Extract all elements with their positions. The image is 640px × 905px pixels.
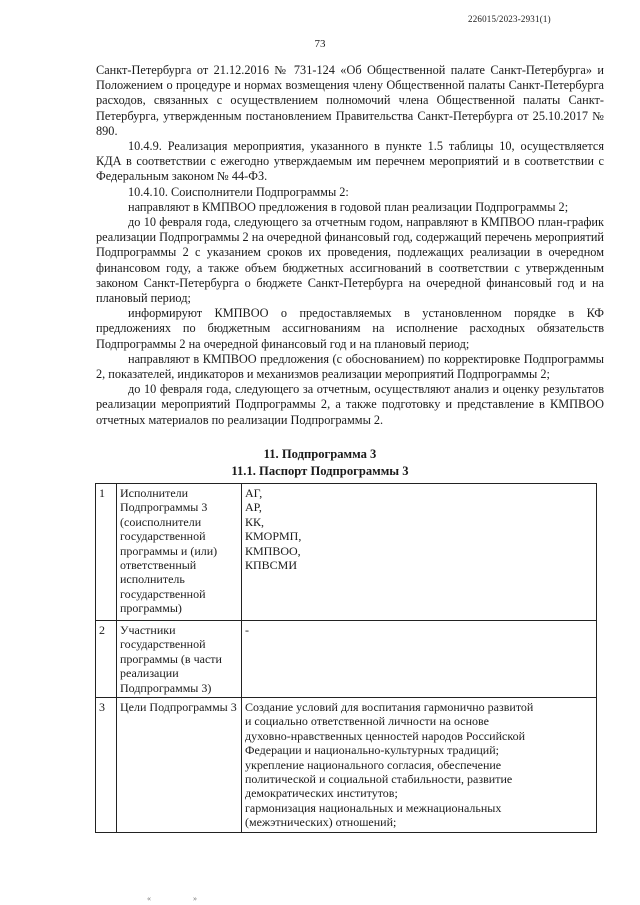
- value-line: (межэтнических) отношений;: [245, 815, 397, 830]
- row-number: 2: [96, 621, 117, 698]
- value-line: гармонизация национальных и межнациональных: [245, 800, 502, 815]
- section-title: 11. Подпрограмма 3: [263, 447, 377, 461]
- row-number: 1: [96, 484, 117, 621]
- passport-table: [95, 483, 597, 833]
- value-line: Федерации и национально-культурных традиций;: [245, 743, 499, 758]
- value-line: АГ,: [245, 486, 263, 500]
- paragraph: до 10 февраля года, следующего за отчетным, осуществляют анализ и оценку результатов реализации мероприятий Подпрограммы 2, а также подготовку и представление в КМПВОО отчетных материалов по реализации Подпрограммы 2.: [96, 382, 604, 427]
- paragraph: до 10 февраля года, следующего за отчетным годом, направляют в КМПВОО план-график реализации Подпрограммы 2 на очередной финансовый год, содержащий перечень мероприятий Подпрограммы 2 с указанием сроков их проведения, подлежащих реализации в очередном финансовом году, а также объем бюджетных ассигнований в соответствии с утвержденным законом Санкт-Петербурга о бюджете Санкт-Петербурга на очередной финансовый год и на плановый период;: [96, 215, 604, 306]
- row-value: [242, 621, 597, 698]
- body-text: [96, 63, 604, 428]
- paragraph: направляют в КМПВОО предложения (с обоснованием) по корректировке Подпрограммы 2, показателей, индикаторов и механизмов реализации мероприятий Подпрограммы 2;: [96, 351, 604, 382]
- row-number: 3: [96, 698, 117, 833]
- row-label: Исполнители Подпрограммы 3 (соисполнители государственной программы и (или) ответственный исполнитель государственной программы): [117, 484, 242, 621]
- value-line: Создание условий для воспитания гармонично развитой: [245, 700, 534, 715]
- paragraph: 10.4.9. Реализация мероприятия, указанного в пункте 1.5 таблицы 10, осуществляется КДА в соответствии с ежегодно утверждаемым им перечнем мероприятий и в соответствии с Федеральным законом № 44-ФЗ.: [96, 139, 604, 184]
- page-number: 73: [314, 38, 326, 50]
- value-line: АР,: [245, 500, 262, 515]
- value-line: и социально ответственной личности на основе: [245, 714, 489, 729]
- paragraph: Санкт-Петербурга от 21.12.2016 № 731-124 «Об Общественной палате Санкт-Петербурга» и Положением о процедуре и нормах возмещения члену Общественной палаты Санкт-Петербурга расходов, связанных с осуществлением полномочий члена Общественной палаты Санкт-Петербурга, утвержденным постановлением Правительства Санкт-Петербурга от 25.10.2017 № 890.: [96, 63, 604, 138]
- table-row: [96, 484, 597, 621]
- footer-marks: « »: [147, 894, 217, 903]
- table-row: [96, 698, 597, 833]
- row-value: [242, 698, 597, 833]
- value-line: -: [245, 623, 249, 637]
- table-row: [96, 621, 597, 698]
- value-line: КПВСМИ: [245, 558, 298, 573]
- value-line: демократических институтов;: [245, 786, 398, 801]
- value-line: укрепление национального согласия, обеспечение: [245, 757, 502, 772]
- value-line: духовно-нравственных ценностей народов Российской: [245, 728, 525, 743]
- value-line: политической и социальной стабильности, развитие: [245, 772, 513, 787]
- value-line: КМОРМП,: [245, 529, 302, 544]
- paragraph: 10.4.10. Соисполнители Подпрограммы 2:: [128, 184, 349, 199]
- value-line: КК,: [245, 514, 265, 529]
- paragraph: направляют в КМПВОО предложения в годовой план реализации Подпрограммы 2;: [128, 199, 569, 214]
- section-heading: [0, 446, 640, 480]
- row-value: [242, 484, 597, 621]
- row-label: Цели Подпрограммы 3: [117, 698, 242, 833]
- value-line: КМПВОО,: [245, 543, 301, 558]
- row-label: Участники государственной программы (в части реализации Подпрограммы 3): [117, 621, 242, 698]
- section-subtitle: 11.1. Паспорт Подпрограммы 3: [231, 464, 409, 478]
- document-id: 226015/2023-2931(1): [468, 14, 551, 24]
- paragraph: информируют КМПВОО о предоставляемых в установленном порядке в КФ предложениях по бюджетным ассигнованиям на исполнение расходных обязательств Подпрограммы 2 на очередной финансовый год и на плановый период;: [96, 306, 604, 351]
